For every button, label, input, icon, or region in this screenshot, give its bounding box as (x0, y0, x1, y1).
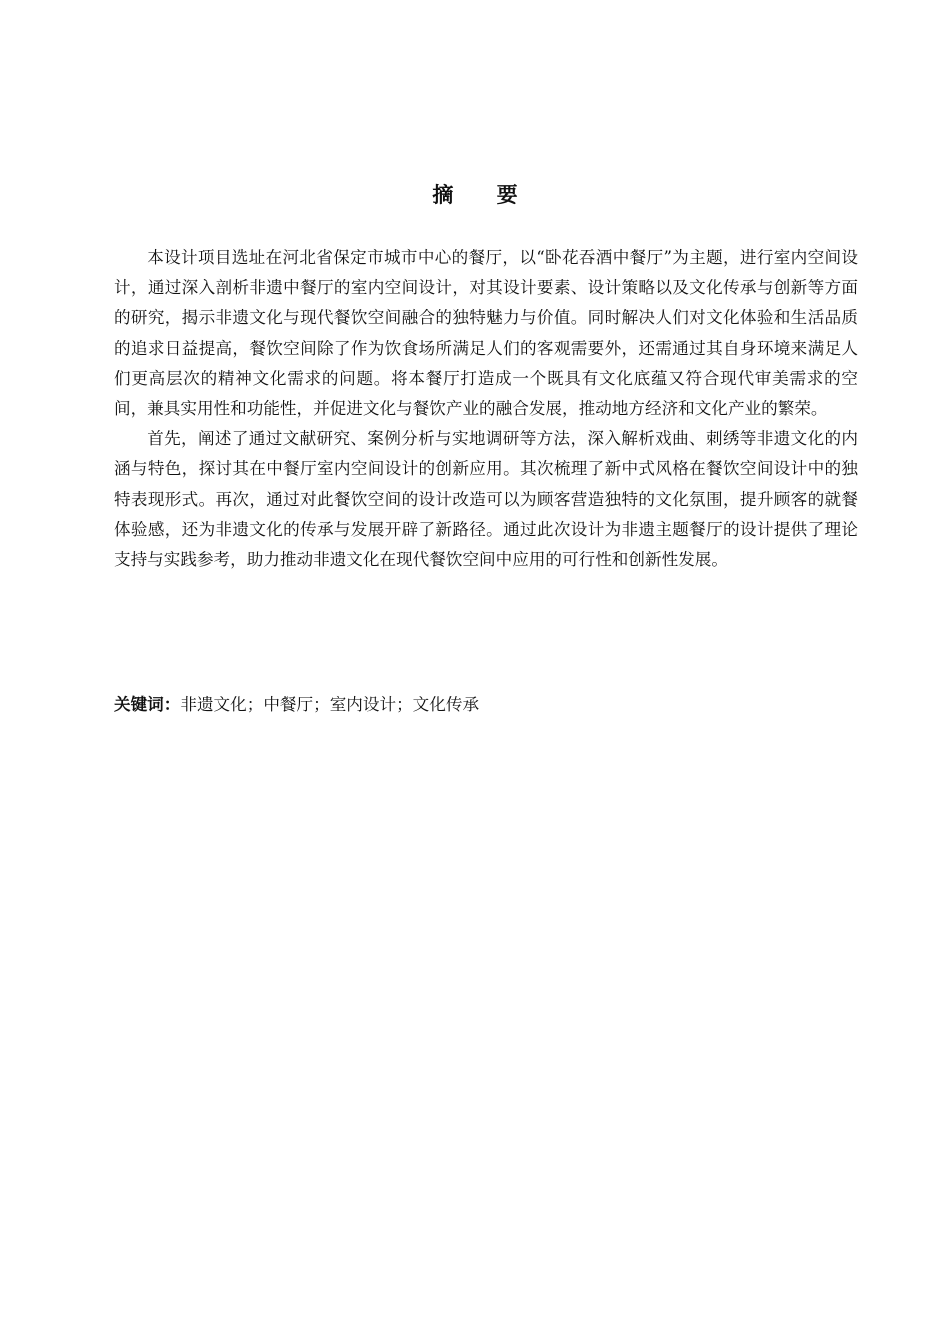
abstract-paragraph-1: 本设计项目选址在河北省保定市城市中心的餐厅，以“卧花吞酒中餐厅”为主题，进行室内空间设计，通过深入剖析非遗中餐厅的室内空间设计，对其设计要素、设计策略以及文化传承与创新等方面的研究，揭示非遗文化与现代餐饮空间融合的独特魅力与价值。同时解决人们对文化体验和生活品质的追求日益提高，餐饮空间除了作为饮食场所满足人们的客观需要外，还需通过其自身环境来满足人们更高层次的精神文化需求的问题。将本餐厅打造成一个既具有文化底蕴又符合现代审美需求的空间，兼具实用性和功能性，并促进文化与餐饮产业的融合发展，推动地方经济和文化产业的繁荣。 (114, 248, 858, 419)
abstract-body (114, 243, 858, 575)
abstract-paragraph-2: 首先，阐述了通过文献研究、案例分析与实地调研等方法，深入解析戏曲、刺绣等非遗文化的内涵与特色，探讨其在中餐厅室内空间设计的创新应用。其次梳理了新中式风格在餐饮空间设计中的独特表现形式。再次，通过对此餐饮空间的设计改造可以为顾客营造独特的文化氛围，提升顾客的就餐体验感，还为非遗文化的传承与发展开辟了新路径。通过此次设计为非遗主题餐厅的设计提供了理论支持与实践参考，助力推动非遗文化在现代餐饮空间中应用的可行性和创新性发展。 (114, 429, 858, 570)
keywords-line (114, 690, 858, 720)
abstract-title: 摘 要 (432, 183, 536, 207)
keywords-label: 关键词： (114, 695, 181, 714)
keywords-value: 非遗文化；中餐厅；室内设计；文化传承 (180, 695, 480, 714)
